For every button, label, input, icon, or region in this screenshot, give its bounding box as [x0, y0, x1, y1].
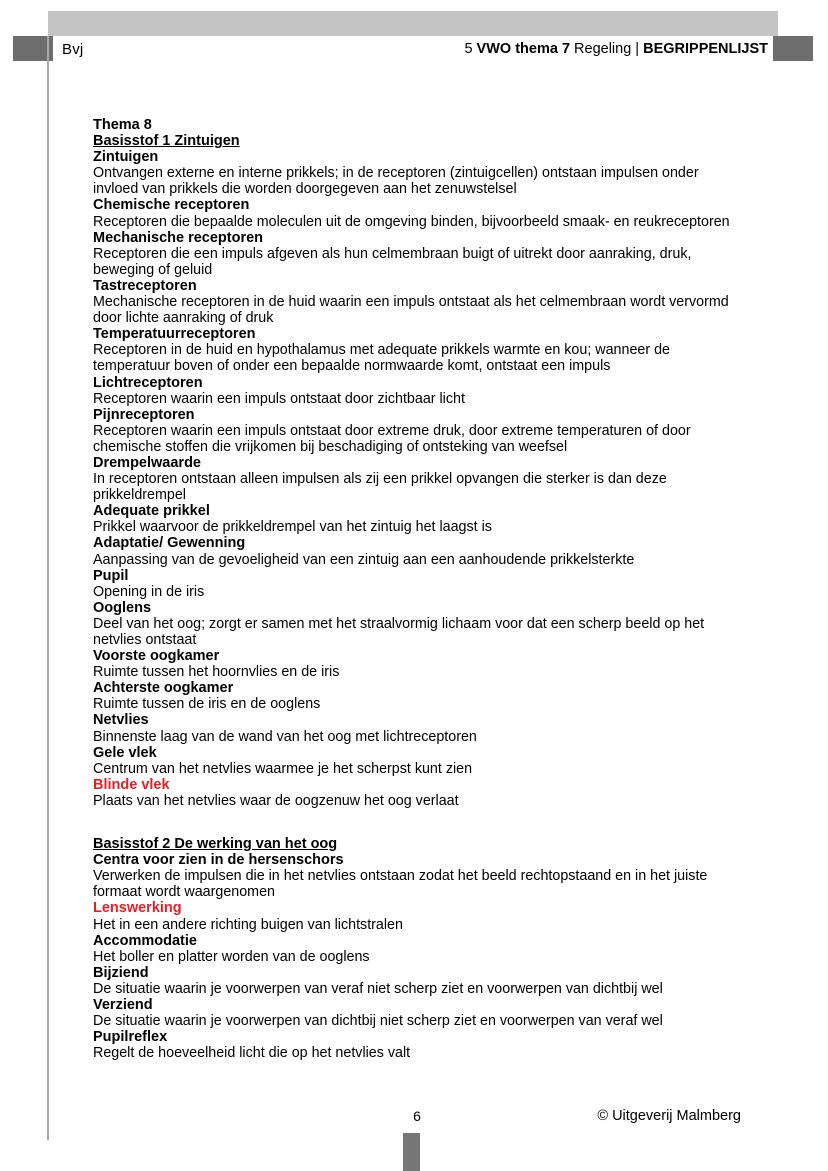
glossary-term: Gele vlek — [93, 744, 157, 761]
glossary-definition: Het in een andere richting buigen van lichtstralen — [93, 916, 403, 933]
glossary-term: Pijnreceptoren — [93, 406, 195, 423]
glossary-definition: Deel van het oog; zorgt er samen met het straalvormig lichaam voor dat een scherp beeld op het netvlies ontstaat — [93, 615, 705, 648]
glossary-term: Zintuigen — [93, 149, 159, 166]
glossary-definition: Verwerken de impulsen die in het netvlies ontstaan zodat het beeld rechtopstaand en in het juiste formaat wordt waargenomen — [93, 868, 708, 901]
glossary-definition: Prikkel waarvoor de prikkeldrempel van het zintuig het laagst is — [93, 519, 492, 536]
glossary-content — [93, 117, 741, 1061]
header-imprint-label: Bvj — [62, 40, 84, 58]
glossary-definition: Ruimte tussen het hoornvlies en de iris — [93, 664, 340, 681]
glossary-term: Verziend — [93, 996, 153, 1013]
glossary-term: Lenswerking — [93, 900, 182, 917]
glossary-term: Blinde vlek — [93, 776, 170, 793]
glossary-term: Bijziend — [93, 964, 149, 981]
glossary-definition: Centrum van het netvlies waarmee je het scherpst kunt zien — [93, 760, 473, 777]
glossary-definition: Receptoren in de huid en hypothalamus met adequate prikkels warmte en kou; wanneer de temperatuur boven of onder een bepaalde normwaarde komt, ontstaat een impuls — [93, 342, 670, 375]
header-course-label — [464, 41, 768, 57]
glossary-definition: Receptoren die bepaalde moleculen uit de omgeving binden, bijvoorbeeld smaak- en reukreceptoren — [93, 213, 730, 230]
section-heading: Basisstof 2 De werking van het oog — [93, 836, 338, 853]
glossary-term: Lichtreceptoren — [93, 374, 203, 391]
page-footer — [93, 1108, 741, 1126]
glossary-term: Accommodatie — [93, 932, 197, 949]
glossary-term: Pupilreflex — [93, 1029, 168, 1046]
glossary-definition: Receptoren die een impuls afgeven als hun celmembraan buigt of uitrekt door aanraking, druk, beweging of geluid — [93, 245, 692, 278]
header-subject: Regeling | — [570, 41, 644, 57]
glossary-term: Netvlies — [93, 712, 149, 729]
glossary-definition: De situatie waarin je voorwerpen van dichtbij niet scherp ziet en voorwerpen van veraf wel — [93, 1013, 663, 1030]
glossary-definition: De situatie waarin je voorwerpen van veraf niet scherp ziet en voorwerpen van dichtbij wel — [93, 980, 663, 997]
page-number: 6 — [413, 1108, 421, 1124]
glossary-term: Mechanische receptoren — [93, 229, 264, 246]
page-title: Thema 8 — [93, 117, 152, 133]
header-theme: VWO thema 7 — [476, 41, 571, 57]
glossary-term: Chemische receptoren — [93, 197, 250, 214]
header-doctype: BEGRIPPENLIJST — [643, 41, 768, 57]
left-margin-rule — [47, 36, 49, 1140]
glossary-term: Temperatuurreceptoren — [93, 326, 256, 343]
glossary-definition: Aanpassing van de gevoeligheid van een zintuig aan een aanhoudende prikkelsterkte — [93, 551, 635, 568]
copyright-notice: © Uitgeverij Malmberg — [597, 1108, 741, 1124]
header-decor-bar — [48, 11, 778, 36]
glossary-sections — [93, 133, 741, 1061]
footer-decor-marker — [403, 1133, 420, 1171]
section-heading: Basisstof 1 Zintuigen — [93, 133, 240, 150]
header-decor-tab-right — [773, 36, 813, 61]
glossary-term: Tastreceptoren — [93, 277, 197, 294]
glossary-term: Ooglens — [93, 599, 152, 616]
glossary-term: Adaptatie/ Gewenning — [93, 535, 246, 552]
glossary-definition: Receptoren waarin een impuls ontstaat door zichtbaar licht — [93, 390, 465, 407]
glossary-definition: Opening in de iris — [93, 583, 205, 600]
glossary-definition: Regelt de hoeveelheid licht die op het netvlies valt — [93, 1045, 411, 1062]
glossary-definition: Ontvangen externe en interne prikkels; in de receptoren (zintuigcellen) ontstaan impulsen onder invloed van prikkels die worden doorgegeven aan het zenuwstelsel — [93, 165, 699, 198]
glossary-term: Adequate prikkel — [93, 503, 210, 520]
glossary-term: Drempelwaarde — [93, 454, 201, 471]
glossary-definition: Ruimte tussen de iris en de ooglens — [93, 696, 321, 713]
glossary-definition: Plaats van het netvlies waar de oogzenuw het oog verlaat — [93, 792, 459, 809]
glossary-definition: Het boller en platter worden van de ooglens — [93, 948, 370, 965]
page-header — [62, 37, 768, 61]
glossary-term: Pupil — [93, 567, 129, 584]
glossary-definition: Receptoren waarin een impuls ontstaat door extreme druk, door extreme temperaturen of door chemische stoffen die vrijkomen bij beschadiging of ontsteking van weefsel — [93, 422, 691, 455]
glossary-term: Voorste oogkamer — [93, 648, 220, 665]
glossary-definition: In receptoren ontstaan alleen impulsen als zij een prikkel opvangen die sterker is dan deze prikkeldrempel — [93, 471, 667, 504]
glossary-definition: Mechanische receptoren in de huid waarin een impuls ontstaat als het celmembraan wordt vervormd door lichte aanraking of druk — [93, 294, 729, 327]
glossary-term: Centra voor zien in de hersenschors — [93, 852, 344, 869]
glossary-term: Achterste oogkamer — [93, 680, 234, 697]
header-level: 5 — [464, 41, 477, 57]
glossary-definition: Binnenste laag van de wand van het oog met lichtreceptoren — [93, 728, 477, 745]
